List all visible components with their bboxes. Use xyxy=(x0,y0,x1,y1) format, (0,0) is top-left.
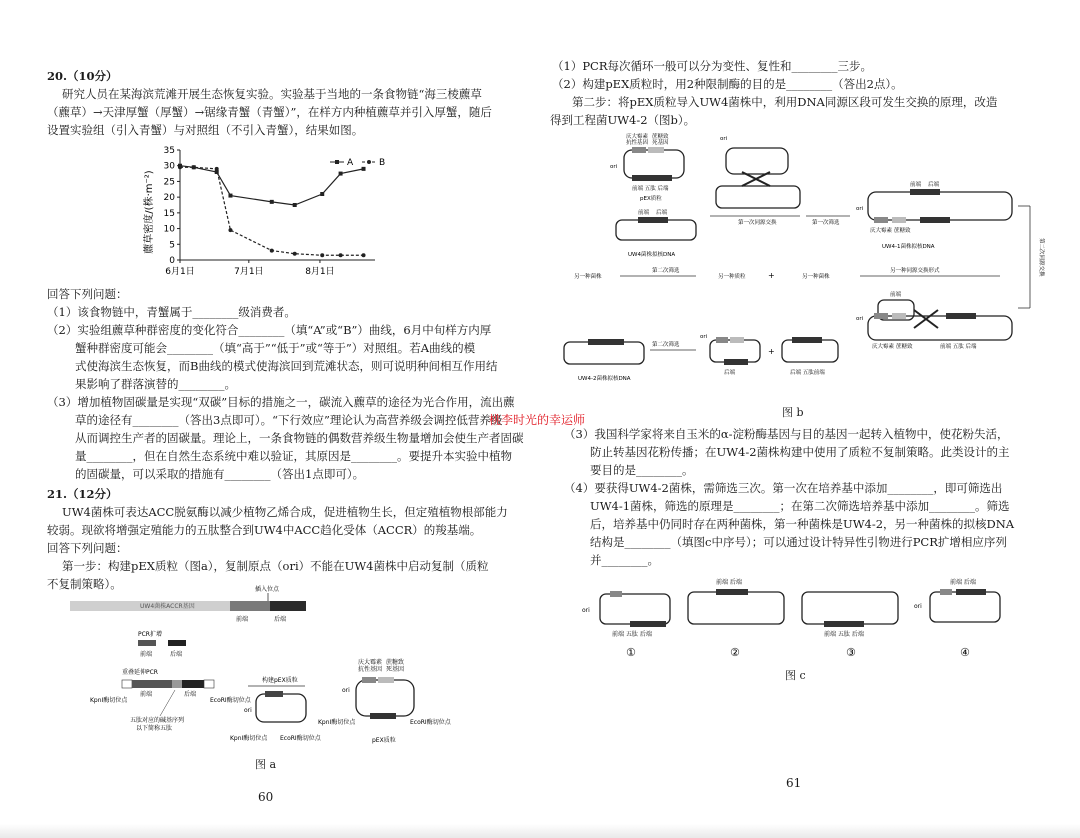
other-way-label: 另一种同源交换形式 xyxy=(890,268,940,274)
sucrose-label: 蔗糖致 xyxy=(652,134,669,140)
legend-marker-B xyxy=(367,160,371,164)
sucrose-label: 蔗糖致 xyxy=(896,344,913,350)
q21-subquestion: UW4-1菌株，筛选的原理是________；在第二次筛选培养基中添加________。筛选 xyxy=(590,499,1010,513)
data-point-B xyxy=(192,165,196,169)
fig-c-label: 前端 五肽 后端 xyxy=(824,631,864,638)
first-screen-label: 第一次筛选 xyxy=(812,220,840,226)
figure-b xyxy=(560,128,1060,404)
y-tick-label: 35 xyxy=(163,146,175,156)
q21-subquestion: 防止转基因花粉传播；在UW4-2菌株构建中使用了质粒不复制策略。此类设计的主 xyxy=(590,445,1010,459)
q21-step: 第二步：将pEX质粒导入UW4菌株中，利用DNA同源区段可发生交换的原理，改造 xyxy=(572,95,998,109)
second-exchange-label: 第二次同源交换 xyxy=(1038,238,1044,277)
page-edge-shade xyxy=(0,824,1080,838)
q20-subquestion: 量________，但在自然生态系统中难以验证，其原因是________。要提升本实验中植物 xyxy=(75,449,512,463)
q20-subquestion: 式使海滨生态恢复，而B曲线的模式使海滨回到荒滩状态，则可说明种间相互作用结 xyxy=(75,359,498,373)
back-label: 后端 xyxy=(170,651,183,658)
x-tick-label: 7月1日 xyxy=(234,267,264,277)
data-point-A xyxy=(293,203,297,207)
one-strain-label: 另一种菌株 xyxy=(802,274,830,280)
kpn-label: KpnⅠ酶切位点 xyxy=(90,697,128,704)
ori-label: ori xyxy=(856,206,864,212)
q21-subquestion: （4）要获得UW4-2菌株，需筛选三次。第一次在培养基中添加________，即可筛选出 xyxy=(564,481,1003,495)
build-plasmid-label: 构建pEX质粒 xyxy=(262,677,298,684)
ori-label: ori xyxy=(856,316,864,322)
data-point-A xyxy=(320,192,324,196)
data-point-B xyxy=(362,253,366,257)
y-tick-label: 25 xyxy=(163,177,175,188)
front-back: 前端 xyxy=(890,292,902,298)
q20-header: 20.（10分） xyxy=(47,69,118,83)
legend-marker-A xyxy=(335,160,339,164)
x-tick-label: 6月1日 xyxy=(165,267,195,277)
data-point-A xyxy=(270,200,274,204)
uw4-dna-label: UW4菌株拟核DNA xyxy=(628,252,676,258)
kpn-label: KpnⅠ酶切位点 xyxy=(318,719,356,726)
chart-series xyxy=(178,164,366,258)
back-penta-front: 后端 五肽前端 xyxy=(790,370,825,376)
uw4-1-dna-label: UW4-1菌株拟核DNA xyxy=(882,244,935,250)
series-line-B xyxy=(180,167,364,255)
gentamicin-label: 抗性基因 xyxy=(358,666,383,673)
page-number: 61 xyxy=(786,776,802,790)
front-back: 前端 xyxy=(638,210,650,216)
first-exchange-label: 第一次同源交换 xyxy=(738,220,777,226)
fig-c-number: ③ xyxy=(846,646,856,659)
q21-subquestion: （1）PCR每次循环一般可以分为变性、复性和________三步。 xyxy=(552,59,873,73)
figure-c xyxy=(580,572,1050,662)
data-point-B xyxy=(178,165,182,169)
figure-c-caption: 图 c xyxy=(785,669,806,682)
pex-plasmid-label: pEX质粒 xyxy=(372,737,396,744)
q20-subquestion: 的固碳量，可以采取的措施有________（答出1点即可）。 xyxy=(75,467,365,481)
q20-subquestion: （3）增加植物固碳量是实现“双碳”目标的措施之一，碳流入藨草的途径为光合作用，流出藨 xyxy=(47,395,515,409)
y-tick-label: 0 xyxy=(169,256,175,266)
q21-step: 得到工程菌UW4-2（图b）。 xyxy=(550,113,696,127)
q21-subquestion: 并________。 xyxy=(590,553,659,567)
y-tick-label: 20 xyxy=(163,193,175,204)
other-plasmid-label: 另一种质粒 xyxy=(718,274,746,280)
q21-subquestion: （3）我国科学家将来自玉米的α-淀粉酶基因与目的基因一起转入植物中，使花粉失活， xyxy=(564,427,1009,441)
gentamicin-label: 庆大霉素 xyxy=(872,344,895,350)
q21-header: 21.（12分） xyxy=(47,487,118,501)
back-label: 后端 xyxy=(184,691,197,698)
q21-line: 较弱。现欲将增强定殖能力的五肽整合到UW4中ACC趋化受体（ACCR）的羧基端。 xyxy=(47,523,482,537)
front-label: 前端 xyxy=(140,691,153,698)
answer-lead: 回答下列问题： xyxy=(47,287,128,301)
front-back: 前端 xyxy=(910,182,922,188)
series-line-A xyxy=(180,166,364,205)
q21-subquestion: 要目的是________。 xyxy=(590,463,694,477)
figure-b-caption: 图 b xyxy=(782,406,804,419)
page-number: 60 xyxy=(258,790,274,804)
y-tick-label: 30 xyxy=(163,161,175,172)
fig-c-label: 前端 五肽 后端 xyxy=(612,631,652,638)
overlap-pcr-label: 重叠延伸PCR xyxy=(122,669,158,676)
front-label: 前端 xyxy=(236,616,249,623)
data-point-B xyxy=(320,253,324,257)
back-front: 后端 xyxy=(724,370,736,376)
sucrose-label: 蔗糖致 xyxy=(894,228,911,234)
pentapeptide-note: 以下简称五肽 xyxy=(136,725,173,732)
q20-subquestion: 蟹种群密度可能会________（填“高于”“低于”或“等于”）对照组。若A曲线的模 xyxy=(75,341,476,355)
sucrose-label: 死基因 xyxy=(386,666,405,673)
data-point-B xyxy=(339,253,343,257)
y-tick-label: 5 xyxy=(169,240,175,251)
sucrose-label: 死基因 xyxy=(652,140,669,146)
back-label: 后端 xyxy=(274,616,287,623)
data-point-A xyxy=(339,172,343,176)
q21-subquestion: （2）构建pEX质粒时，用2种限制酶的目的是________（答出2点）。 xyxy=(552,77,903,91)
ori-label: ori xyxy=(610,164,618,170)
uw4-2-dna-label: UW4-2菌株拟核DNA xyxy=(578,376,631,382)
kpn-label: KpnⅠ酶切位点 xyxy=(230,735,268,742)
q20-line: 设置实验组（引入青蟹）与对照组（不引入青蟹），结果如图。 xyxy=(47,123,364,137)
gene-bar-label: UW4菌株ACCR基因 xyxy=(140,603,195,610)
y-tick-label: 10 xyxy=(163,224,175,235)
x-tick-label: 8月1日 xyxy=(305,267,335,277)
second-screen-label: 第二次筛选 xyxy=(652,342,680,348)
density-line-chart xyxy=(140,140,400,282)
data-point-B xyxy=(215,167,219,171)
q20-subquestion: 果影响了群落演替的________。 xyxy=(75,377,236,391)
front-label: 前端 xyxy=(140,651,153,658)
fig-c-label: 前端 后端 xyxy=(716,579,742,586)
data-point-B xyxy=(270,249,274,253)
gentamicin-label: 庆大霉素 xyxy=(626,134,649,140)
eco-label: EcoRⅠ酶切位点 xyxy=(410,719,451,726)
ori-label: ori xyxy=(244,707,252,714)
q20-subquestion: 草的途径有________（答出3点即可）。“下行效应”理论认为高营养级会调控低营养级 xyxy=(75,413,503,427)
legend-label-B: B xyxy=(379,158,386,168)
q20-subquestion: 从而调控生产者的固碳量。理论上，一条食物链的偶数营养级生物量增加会使生产者固碳 xyxy=(75,431,524,445)
data-point-B xyxy=(293,252,297,256)
front-penta-back: 前端 五肽 后端 xyxy=(940,344,977,350)
plus-sign: + xyxy=(768,347,775,356)
eco-label: EcoRⅠ酶切位点 xyxy=(280,735,321,742)
gentamicin-label: 抗性基因 xyxy=(626,140,649,146)
fig-c-number: ① xyxy=(626,646,636,659)
y-axis-label: 藨草密度/(株·m⁻²) xyxy=(144,170,155,254)
data-point-A xyxy=(362,167,366,171)
second-screen-label: 第二次筛选 xyxy=(652,268,680,274)
data-point-B xyxy=(228,228,232,232)
q21-line: UW4菌株可表达ACC脱氨酶以减少植物乙烯合成，促进植物生长，但定殖植物根部能力 xyxy=(62,505,508,519)
ori-label: ori xyxy=(914,603,922,610)
sucrose-label: 蔗糖致 xyxy=(386,659,405,666)
pcr-amp-label: PCR扩增 xyxy=(138,631,162,638)
fig-c-label: 前端 后端 xyxy=(950,579,976,586)
q20-subquestion: （2）实验组藨草种群密度的变化符合________（填“A”或“B”）曲线，6月中旬样方内厚 xyxy=(47,323,492,337)
ori-label: ori xyxy=(342,687,350,694)
q21-line: 第一步：构建pEX质粒（图a），复制原点（ori）不能在UW4菌株中启动复制（质粒 xyxy=(62,559,489,573)
watermark-text: 桃李时光的幸运师 xyxy=(489,413,586,427)
right-page xyxy=(540,0,1080,838)
q21-line: 回答下列问题： xyxy=(47,541,128,555)
pex-label: pEX质粒 xyxy=(640,196,662,202)
front-back: 后端 xyxy=(656,210,668,216)
insert-site-label: 插入位点 xyxy=(255,586,280,593)
front-back: 后端 xyxy=(928,182,940,188)
data-point-A xyxy=(228,194,232,198)
eco-label: EcoRⅠ酶切位点 xyxy=(210,697,251,704)
fig-c-number: ④ xyxy=(960,646,970,659)
q21-line: 不复制策略）。 xyxy=(47,577,122,591)
ori-label: ori xyxy=(700,334,708,340)
one-strain-label: 另一种菌株 xyxy=(574,274,602,280)
q20-line: （藨草）→天津厚蟹（厚蟹）→锯缘青蟹（青蟹）”，在样方内种植藨草并引入厚蟹，随后 xyxy=(47,105,492,119)
plus-sign: + xyxy=(768,271,775,280)
ori-label: ori xyxy=(720,136,728,142)
ori-label: ori xyxy=(582,607,590,614)
q20-subquestion: （1）该食物链中，青蟹属于________级消费者。 xyxy=(47,305,296,319)
fig-c-number: ② xyxy=(730,646,740,659)
front-penta-back: 前端 五肽 后端 xyxy=(632,186,669,192)
chart-legend xyxy=(330,158,385,168)
q20-line: 研究人员在某海滨荒滩开展生态恢复实验。实验基于当地的一条食物链“海三棱藨草 xyxy=(62,87,482,101)
legend-label-A: A xyxy=(347,158,354,168)
y-tick-label: 15 xyxy=(163,208,175,219)
gentamicin-label: 庆大霉素 xyxy=(358,659,383,666)
q21-subquestion: 结构是________（填图c中序号）；可以通过设计特异性引物进行PCR扩增相应序列 xyxy=(590,535,1007,549)
figure-a-caption: 图 a xyxy=(255,758,277,771)
gentamicin-label: 庆大霉素 xyxy=(870,228,893,234)
q21-subquestion: 后，培养基中仍同时存在两种菌株，第一种菌株是UW4-2，另一种菌株的拟核DNA xyxy=(590,517,1015,531)
figure-a xyxy=(60,584,480,754)
pentapeptide-note: 五肽对应的碱基序列 xyxy=(130,717,185,724)
